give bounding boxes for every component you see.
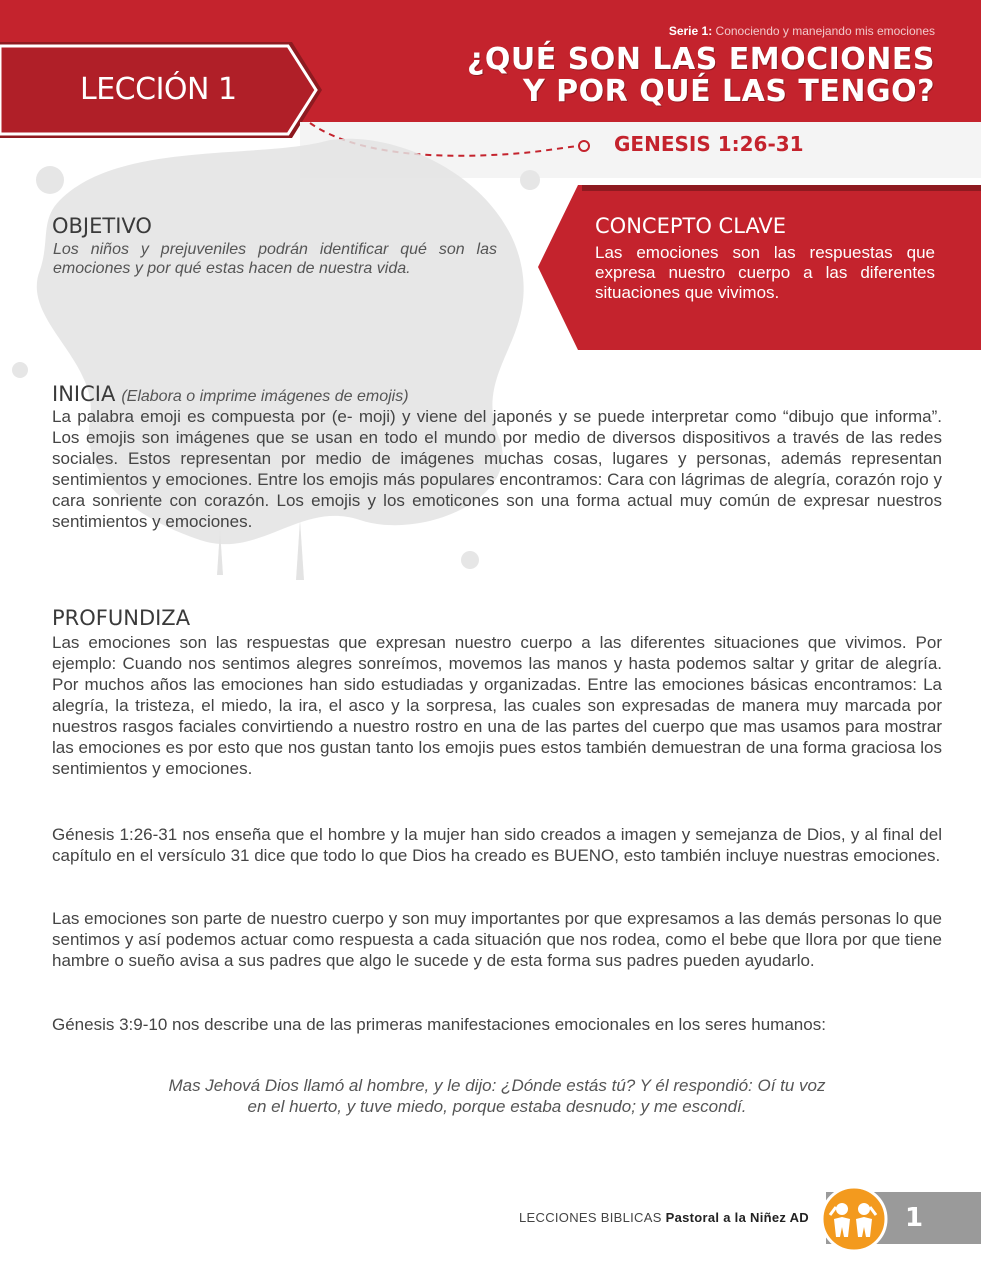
- profundiza-paragraph-1: Las emociones son las respuestas que expresan nuestro cuerpo a las diferentes situaciones que vivimos. Por ejemplo: Cuando nos sentimos alegres sonreímos, movemos las manos y hasta podemos saltar y gritar de alegría. Por muchos años las emociones han sido estudiadas y organizadas. Entre las emociones básicas encontramos: La alegría, la tristeza, el miedo, la ira, el asco y la sorpresa, las cuales son expresadas de manera muy marcada por nuestros rasgos faciales convirtiendo a nuestro rostro en una de las partes del cuerpo que mas usamos para mostrar las emociones es por esto que nos gustan tanto los emojis pues estos también demuestran de una forma graciosa los sentimientos y emociones.: [52, 633, 942, 778]
- series-label: [669, 24, 935, 38]
- bible-quote: [52, 1075, 942, 1117]
- profundiza-paragraph-2: Génesis 1:26-31 nos enseña que el hombre y la mujer han sido creados a imagen y semejanza de Dios, y al final del capítulo en el versículo 31 dice que todo lo que Dios ha creado es BUENO, esto también incluye nuestras emociones.: [52, 825, 942, 865]
- series-title: Conociendo y manejando mis emociones: [715, 24, 935, 38]
- profundiza-paragraph-4: Génesis 3:9-10 nos describe una de las primeras manifestaciones emocionales en los seres humanos:: [52, 1015, 826, 1034]
- concepto-heading: CONCEPTO CLAVE: [595, 214, 787, 238]
- page-number: 1: [905, 1203, 924, 1233]
- footer-label: [519, 1210, 809, 1225]
- scripture-reference: GENESIS 1:26-31: [614, 132, 804, 156]
- series-prefix: Serie 1:: [668, 24, 713, 38]
- title-line-2: Y POR QUÉ LAS TENGO?: [523, 74, 935, 109]
- profundiza-paragraph-3: Las emociones son parte de nuestro cuerpo y son muy importantes por que expresamos a las demás personas lo que sentimos y así podemos actuar como respuesta a cada situación que nos rodea, como el bebe que llora por que tiene hambre o sueño avisa a sus padres que algo le sucede y de esta forma sus padres pueden ayudarlo.: [52, 909, 942, 970]
- footer-series: LECCIONES BIBLICAS: [519, 1210, 662, 1225]
- profundiza-heading: PROFUNDIZA: [52, 606, 191, 630]
- lesson-title: [467, 44, 935, 108]
- objetivo-text: Los niños y prejuveniles podrán identificar qué son las emociones y por qué estas hacen de nuestra vida.: [53, 241, 497, 277]
- children-ministry-logo-icon: [820, 1185, 888, 1253]
- footer-ministry: Pastoral a la Niñez AD: [665, 1210, 809, 1225]
- inicia-heading-row: [52, 382, 409, 406]
- lesson-tag: LECCIÓN 1: [80, 72, 237, 107]
- quote-line-2: en el huerto, y tuve miedo, porque estaba desnudo; y me escondí.: [247, 1097, 747, 1116]
- title-line-1: ¿QUÉ SON LAS EMOCIONES: [467, 42, 935, 77]
- inicia-note: (Elabora o imprime imágenes de emojis): [121, 388, 409, 405]
- inicia-heading: INICIA: [52, 382, 116, 406]
- objetivo-heading: OBJETIVO: [52, 214, 152, 238]
- concepto-text: Las emociones son las respuestas que expresa nuestro cuerpo a las diferentes situaciones que vivimos.: [595, 243, 935, 302]
- inicia-text: La palabra emoji es compuesta por (e- moji) y viene del japonés y se puede interpretar como “dibujo que informa”. Los emojis son imágenes que se usan en todo el mundo por medio de diversos dispositivos a través de las redes sociales. Estos representan por medio de imágenes muchas cosas, lugares y personas, además representan sentimientos y emociones. Entre los emojis más populares encontramos: Cara con lágrimas de alegría, corazón rojo y cara sonriente con corazón. Los emojis y los emoticones son una forma actual muy común de expresar nuestros sentimientos y emociones.: [52, 407, 942, 531]
- quote-line-1: Mas Jehová Dios llamó al hombre, y le dijo: ¿Dónde estás tú? Y él respondió: Oí tu voz: [168, 1076, 826, 1095]
